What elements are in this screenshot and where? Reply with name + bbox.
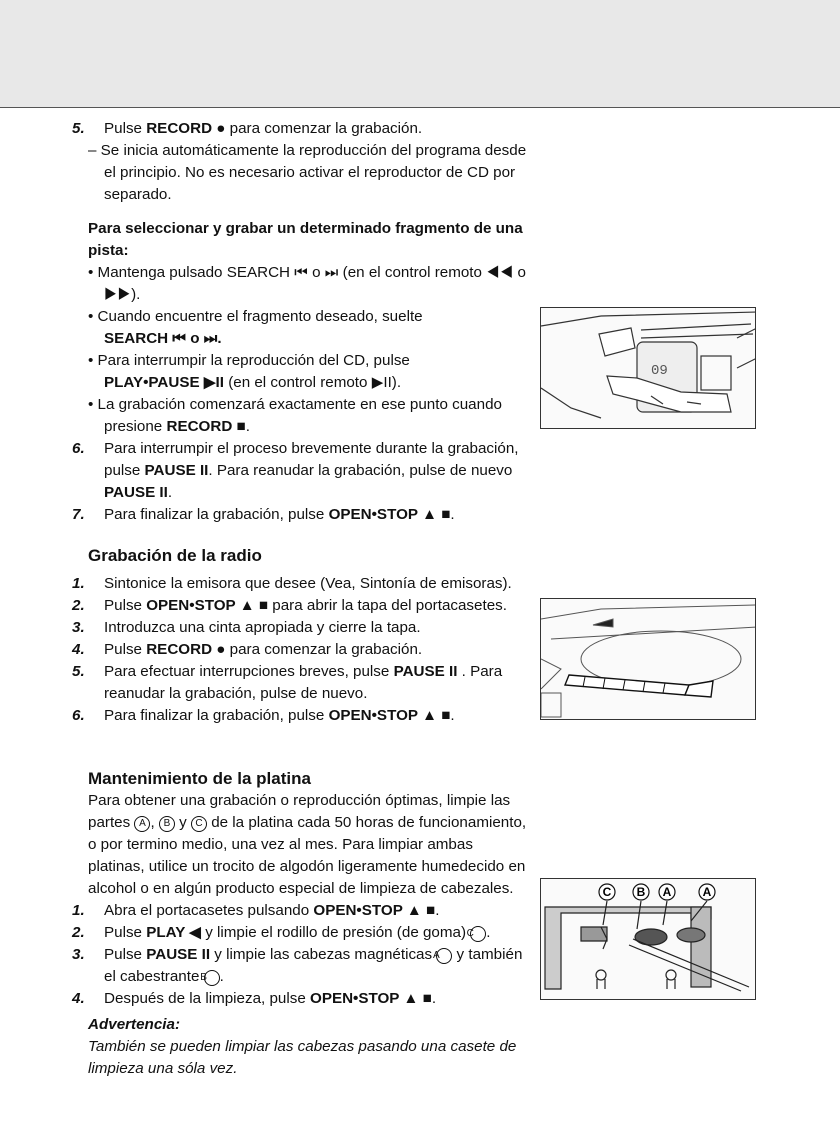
fragment-section (72, 218, 533, 526)
svg-text:09: 09 (651, 363, 668, 379)
step-4: 4. Pulse RECORD ● para comenzar la grabación. (72, 641, 423, 658)
step-2: 2. Pulse OPEN•STOP ▲ ■ para abrir la tapa del portacasetes. (72, 597, 507, 614)
section-heading: Mantenimiento de la platina (88, 769, 311, 788)
step-5-note: – Se inicia automáticamente la reproducción del programa desde el principio. No es necesario activar el reproductor de CD por separado. (88, 142, 527, 203)
step-1: 1. Sintonice la emisora que desee (Vea, Sintonía de emisoras). (72, 575, 512, 592)
tape-heads-illustration (540, 878, 756, 1000)
label-a-2: A (702, 885, 712, 899)
label-b: B (636, 885, 646, 899)
warning-heading: Advertencia: (88, 1016, 181, 1033)
section-heading: Grabación de la radio (88, 546, 262, 565)
maintenance-section (72, 768, 533, 1080)
step-1: 1. Abra el portacasetes pulsando OPEN•STOP ▲ ■. (72, 902, 440, 919)
label-c: C (602, 885, 612, 899)
bullet: • Mantenga pulsado SEARCH ⏮ o ⏭ (en el control remoto ◀◀ o ▶▶). (88, 264, 526, 303)
bullet: • Para interrumpir la reproducción del CD, pulse PLAY•PAUSE ▶II (en el control remoto ▶II). (88, 352, 410, 391)
step-3: 3. Pulse PAUSE II y limpie las cabezas magnéticas A y también el cabestrante B . (72, 946, 523, 985)
record-steps (72, 118, 533, 206)
intro-paragraph: Para obtener una grabación o reproducción óptimas, limpie las partes A , B y C de la platina cada 50 horas de funcionamiento, o por termino medio, una vez al mes. Para limpiar ambas platinas, utilice un trocito de algodón ligeramente humedecido en alcohol o en algún producto especial de limpieza de cabezales. (88, 792, 527, 897)
radio-section (72, 545, 533, 727)
label-a: A (662, 885, 672, 899)
warning-text: También se pueden limpiar las cabezas pasando una casete de limpieza una sóla vez. (88, 1038, 517, 1077)
cassette-buttons-illustration (540, 598, 756, 720)
step-6: 6. Para finalizar la grabación, pulse OPEN•STOP ▲ ■. (72, 707, 455, 724)
cd-controls-illustration (540, 307, 756, 429)
step-7: 7. Para finalizar la grabación, pulse OPEN•STOP ▲ ■. (72, 506, 455, 523)
bullet: • Cuando encuentre el fragmento deseado, suelte SEARCH ⏮ o ⏭. (88, 308, 423, 347)
step-2: 2. Pulse PLAY ◀ y limpie el rodillo de presión (de goma) C . (72, 924, 491, 941)
step-4: 4. Después de la limpieza, pulse OPEN•STOP ▲ ■. (72, 990, 437, 1007)
step-5: 5. Para efectuar interrupciones breves, pulse PAUSE II . Para reanudar la grabación, pulse de nuevo. (72, 663, 503, 702)
step-6: 6. Para interrumpir el proceso brevemente durante la grabación, pulse PAUSE II. Para reanudar la grabación, pulse de nuevo PAUSE II. (72, 440, 519, 501)
step-5: 5. Pulse RECORD ● para comenzar la grabación. (72, 120, 423, 137)
bullet: • La grabación comenzará exactamente en ese punto cuando presione RECORD ■. (88, 396, 502, 435)
step-3: 3. Introduzca una cinta apropiada y cierre la tapa. (72, 619, 421, 636)
header-band (0, 0, 840, 108)
section-heading: Para seleccionar y grabar un determinado fragmento de una pista: (88, 220, 523, 259)
